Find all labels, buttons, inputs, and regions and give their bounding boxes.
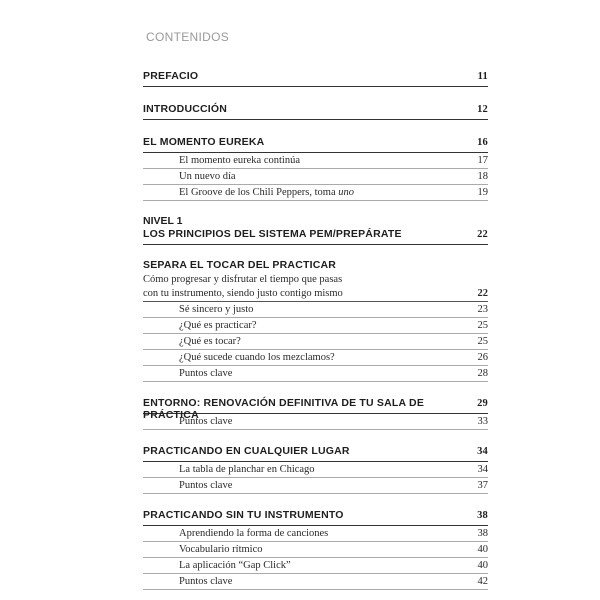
chapter-title: PREFACIO: [143, 70, 199, 82]
item-page: 25: [477, 336, 488, 347]
toc-item[interactable]: [143, 526, 488, 542]
chapter-title: ENTORNO: RENOVACIÓN DEFINITIVA DE TU SALA DE PRÁCTICA: [143, 397, 425, 421]
item-page: 42: [477, 576, 488, 587]
toc-item[interactable]: [143, 574, 488, 590]
item-title-emphasis: uno: [338, 187, 354, 198]
toc-item[interactable]: [143, 302, 488, 318]
toc-item[interactable]: [143, 462, 488, 478]
item-page: 23: [477, 304, 488, 315]
chapter-page: 11: [477, 71, 488, 82]
toc-chapter-momento-eureka[interactable]: [143, 136, 488, 153]
item-page: 28: [477, 368, 488, 379]
toc-item[interactable]: [143, 185, 488, 201]
chapter-page: 22: [477, 288, 488, 299]
item-page: 19: [477, 187, 488, 198]
toc-chapter-prefacio[interactable]: [143, 70, 488, 87]
page-header-label: CONTENIDOS: [146, 30, 230, 44]
item-page: 25: [477, 320, 488, 331]
chapter-page: 16: [477, 137, 488, 148]
toc-chapter-separa[interactable]: [143, 259, 488, 273]
chapter-title: PRACTICANDO SIN TU INSTRUMENTO: [143, 509, 344, 521]
chapter-page: 22: [477, 229, 488, 240]
toc-chapter-entorno[interactable]: [143, 397, 488, 421]
toc-item[interactable]: [143, 478, 488, 494]
item-page: 26: [477, 352, 488, 363]
item-title: Vocabulario rítmico: [179, 544, 263, 555]
toc-item[interactable]: [143, 169, 488, 185]
item-title: La aplicación “Gap Click”: [179, 560, 291, 571]
chapter-intro-line: Cómo progresar y disfrutar el tiempo que pasas: [143, 274, 343, 285]
toc-item[interactable]: [143, 318, 488, 334]
chapter-intro-line: con tu instrumento, siendo justo contigo mismo: [143, 288, 343, 299]
item-title: Puntos clave: [179, 576, 233, 587]
item-page: 37: [477, 480, 488, 491]
item-title: Aprendiendo la forma de canciones: [179, 528, 329, 539]
chapter-page: 38: [477, 510, 488, 521]
table-of-contents: [143, 70, 488, 590]
chapter-title: LOS PRINCIPIOS DEL SISTEMA PEM/PREPÁRATE: [143, 228, 402, 240]
chapter-title: INTRODUCCIÓN: [143, 103, 228, 115]
level-label: NIVEL 1: [143, 215, 183, 227]
item-title: El momento eureka continúa: [179, 155, 301, 166]
item-page: 38: [477, 528, 488, 539]
item-title: ¿Qué es tocar?: [179, 336, 241, 347]
item-title: [179, 185, 354, 200]
toc-item[interactable]: [143, 558, 488, 574]
toc-chapter-introduccion[interactable]: [143, 103, 488, 120]
toc-chapter-principios[interactable]: [143, 228, 488, 245]
chapter-title: SEPARA EL TOCAR DEL PRACTICAR: [143, 259, 337, 271]
toc-chapter-sin-instrumento[interactable]: [143, 509, 488, 526]
item-title: Puntos clave: [179, 480, 233, 491]
chapter-page: 29: [477, 398, 488, 409]
item-page: 33: [477, 416, 488, 427]
item-title-main: El Groove de los Chili Peppers, toma: [179, 187, 339, 198]
toc-item[interactable]: [143, 334, 488, 350]
toc-chapter-cualquier-lugar[interactable]: [143, 445, 488, 462]
item-title: ¿Qué sucede cuando los mezclamos?: [179, 352, 335, 363]
item-page: 34: [477, 464, 488, 475]
toc-item[interactable]: [143, 350, 488, 366]
item-title: ¿Qué es practicar?: [179, 320, 257, 331]
chapter-title: EL MOMENTO EUREKA: [143, 136, 265, 148]
item-title: La tabla de planchar en Chicago: [179, 464, 315, 475]
chapter-page: 12: [477, 104, 488, 115]
item-page: 40: [477, 544, 488, 555]
toc-item[interactable]: [143, 366, 488, 382]
toc-item[interactable]: [143, 542, 488, 558]
item-page: 18: [477, 171, 488, 182]
item-title: Sé sincero y justo: [179, 304, 254, 315]
item-title: Un nuevo día: [179, 171, 236, 182]
toc-item[interactable]: [143, 153, 488, 169]
item-title: Puntos clave: [179, 368, 233, 379]
chapter-page: 34: [477, 446, 488, 457]
item-page: 17: [477, 155, 488, 166]
item-title: Puntos clave: [179, 416, 233, 427]
chapter-intro-row[interactable]: [143, 287, 488, 302]
chapter-title: PRACTICANDO EN CUALQUIER LUGAR: [143, 445, 350, 457]
item-page: 40: [477, 560, 488, 571]
